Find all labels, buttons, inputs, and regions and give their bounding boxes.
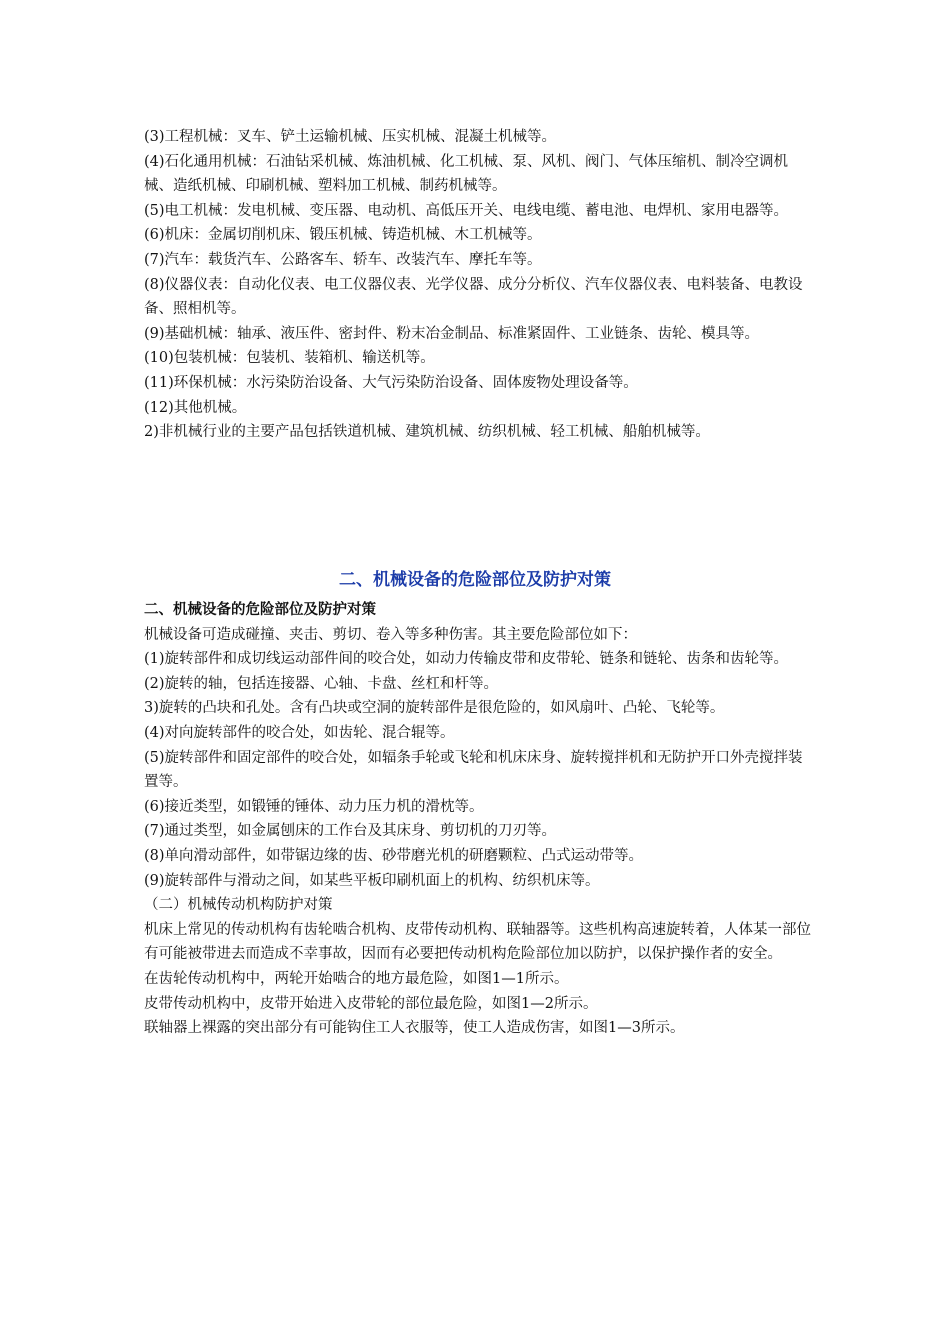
danger-areas-section [144,598,812,1041]
section-subheading: 二、机械设备的危险部位及防护对策 [144,602,376,618]
list-item: (11)环保机械：水污染防治设备、大气污染防治设备、固体废物处理设备等。 [144,374,638,391]
list-item: (10)包装机械：包装机、装箱机、输送机等。 [144,350,435,367]
list-item: (7)通过类型，如金属刨床的工作台及其床身、剪切机的刀刃等。 [144,823,557,840]
list-item: (6)接近类型，如锻锤的锤体、动力压力机的滑枕等。 [144,798,484,815]
paragraph: 皮带传动机构中，皮带开始进入皮带轮的部位最危险，如图1—2所示。 [144,995,598,1012]
list-item: (4)石化通用机械：石油钻采机械、炼油机械、化工机械、泵、风机、阀门、气体压缩机、制冷空调机械、造纸机械、印刷机械、塑料加工机械、制药机械等。 [144,153,789,195]
machinery-categories-list [144,125,812,445]
paragraph: 机械设备可造成碰撞、夹击、剪切、卷入等多种伤害。其主要危险部位如下： [144,626,637,643]
list-item: (12)其他机械。 [144,399,247,416]
section-title: 二、机械设备的危险部位及防护对策 [339,570,611,590]
list-item: 2)非机械行业的主要产品包括铁道机械、建筑机械、纺织机械、轻工机械、船舶机械等。 [144,424,710,441]
list-item: (2)旋转的轴，包括连接器、心轴、卡盘、丝杠和杆等。 [144,675,499,692]
list-item: (9)旋转部件与滑动之间，如某些平板印刷机面上的机构、纺织机床等。 [144,872,600,889]
list-item: 3)旋转的凸块和孔处。含有凸块或空洞的旋转部件是很危险的，如风扇叶、凸轮、飞轮等。 [144,700,725,717]
paragraph: 在齿轮传动机构中，两轮开始啮合的地方最危险，如图1—1所示。 [144,970,569,987]
list-item: (8)单向滑动部件，如带锯边缘的齿、砂带磨光机的研磨颗粒、凸式运动带等。 [144,847,644,864]
list-item: (5)电工机械：发电机械、变压器、电动机、高低压开关、电线电缆、蓄电池、电焊机、家用电器等。 [144,202,789,219]
list-item: (7)汽车：载货汽车、公路客车、轿车、改装汽车、摩托车等。 [144,251,542,268]
list-item: (6)机床：金属切削机床、锻压机械、铸造机械、木工机械等。 [144,227,542,244]
list-item: (4)对向旋转部件的咬合处，如齿轮、混合辊等。 [144,724,455,741]
subsection-heading: （二）机械传动机构防护对策 [144,897,333,914]
list-item: (9)基础机械：轴承、液压件、密封件、粉末冶金制品、标准紧固件、工业链条、齿轮、模具等。 [144,325,760,342]
list-item: (3)工程机械：叉车、铲土运输机械、压实机械、混凝土机械等。 [144,129,557,145]
paragraph: 联轴器上裸露的突出部分有可能钩住工人衣服等，使工人造成伤害，如图1—3所示。 [144,1020,685,1037]
list-item: (1)旋转部件和成切线运动部件间的咬合处，如动力传输皮带和皮带轮、链条和链轮、齿条和齿轮等。 [144,651,789,668]
list-item: (8)仪器仪表：自动化仪表、电工仪器仪表、光学仪器、成分分析仪、汽车仪器仪表、电料装备、电教设备、照相机等。 [144,276,803,318]
paragraph: 机床上常见的传动机构有齿轮啮合机构、皮带传动机构、联轴器等。这些机构高速旋转着，人体某一部位有可能被带进去而造成不幸事故，因而有必要把传动机构危险部位加以防护，以保护操作者的安全。 [144,921,811,963]
list-item: (5)旋转部件和固定部件的咬合处，如辐条手轮或飞轮和机床床身、旋转搅拌机和无防护开口外壳搅拌装置等。 [144,749,803,791]
